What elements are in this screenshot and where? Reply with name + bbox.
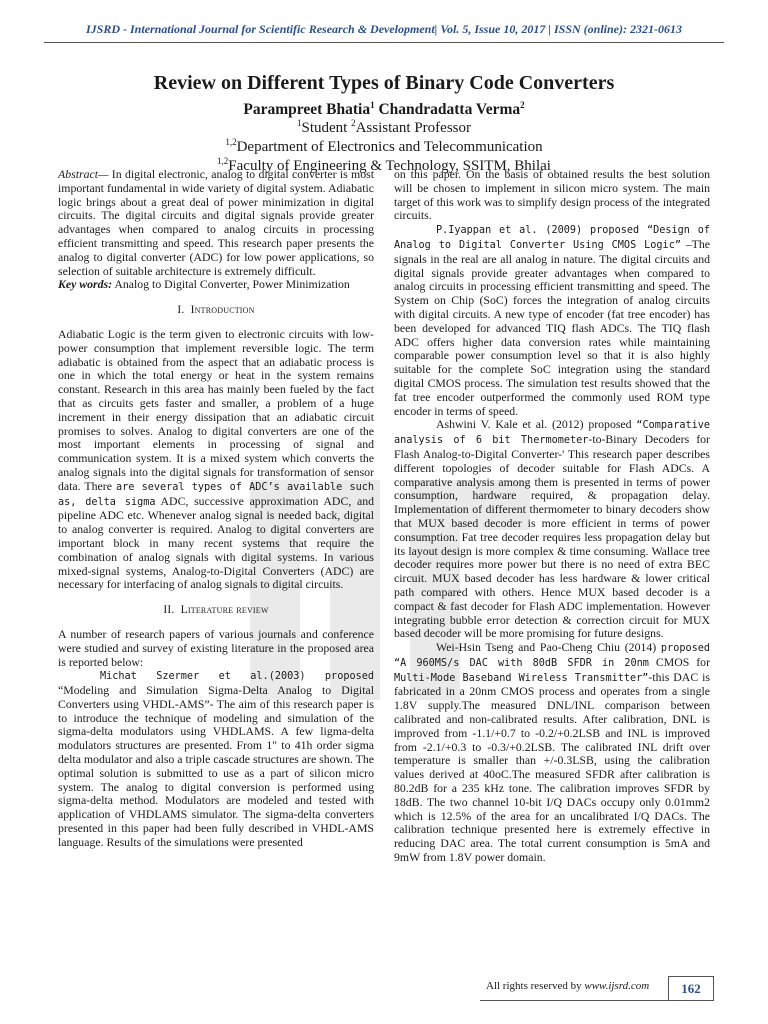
paper-title: Review on Different Types of Binary Code Converters [153, 72, 615, 94]
section-number: II. [163, 604, 175, 617]
author-sup: 1 [370, 99, 375, 110]
entry-head: Wei-Hsin Tseng and Pao-Cheng Chiu (2014) [436, 640, 661, 655]
roles-line [40, 119, 728, 138]
author-name: Parampreet Bhatia [243, 101, 371, 118]
section-initial: L [180, 604, 188, 617]
entry-mono-text: proposed “A 960MS/s DAC with 80dB SFDR in 20nm [394, 643, 710, 669]
author-sup: 2 [520, 99, 525, 110]
journal-header: IJSRD - International Journal for Scientific Research & Development| Vol. 5, Issue 10, 2017 | ISSN (online): 2321-0613 [86, 22, 682, 36]
affil-sup: 1,2 [225, 137, 237, 147]
left-column [58, 168, 374, 850]
entry-text: -this DAC is fabricated in a 20nm CMOS process and operates from a single 1.8V supply.The measured DNL/INL comparison between calibrated and non-calibrated results. After calibration, DNL is improved from -1.1/+0.7 to -0.2/+0.2LSB and INL is improved from -2.1/+0.3 to -0.3/+0.2LSB. The calibrated INL drift over temperature is smaller than +/-0.3LSB, using the calibration values derived at 40oC.The measured SFDR after calibration is 80.2dB for a 235 kHz tone. The calibration improves SFDR by 18dB. The two channel 10-bit I/Q DACs occupy only 0.01mm2 which is 12.5% of the area for an uncalibrated I/Q DACs. The calibration technique presented here is extremely effective in reducing DAC area. The total current consumption is 5mA and 9mW from 1.8V power domain. [394, 669, 710, 865]
literature-entry-tseng [394, 641, 710, 865]
keywords [58, 278, 374, 292]
section-title: ntroduction [194, 304, 255, 317]
entry-text: –The signals in the real are all analog in nature. The digital circuits and digital signals provide greater advantages when compared to analog circuits in processing efficient transmitting and speed. The System on Chip (SoC) forces the integration of analog circuits with digital circuits. A new type of encoder (fat tree encoder) has been developed for advanced TIQ flash ADCs. The TIQ flash ADC offers higher data conversion rates while maintaining comparable power consumption level so that it is also highly suitable for the complete SoC integration using the standard digital CMOS process. The simulation test results showed that the fat tree encoder outperformed the commonly used ROM type encoder in terms of speed. [394, 236, 710, 418]
keywords-label: Key words: [58, 277, 113, 292]
title-block [40, 70, 728, 176]
role: Student [301, 120, 352, 136]
literature-entry-iyappan [394, 223, 710, 418]
section-initial: I [190, 304, 195, 317]
faculty: Faculty of Engineering & Technology, SSITM, Bhilai [228, 158, 551, 174]
affil-sup: 1,2 [217, 156, 229, 166]
intro-text: Adiabatic Logic is the term given to electronic circuits with low-power consumption that implement reversible logic. The term adiabatic is obtained from the aspect that an adiabatic process is one in which the total energy or heat in the system remains constant. Research in this area has mainly been fueled by the fact that as circuits gets faster and smaller, a problem of a huge increment in their energy dissipation that an adiabatic circuit promises to solves. Analog to digital converters are one of the most important elements in processing of signal and communication system. It is a mixed system which converts the analog signals into the digital signals for transformation of sensor data. There [58, 326, 374, 493]
entry-mono-text: Multi-Mode Baseband Wireless Transmitter” [394, 672, 649, 684]
entry-mid: CMOS for [648, 654, 711, 669]
entry-head: Ashwini V. Kale et al. (2012) proposed [436, 417, 637, 432]
section-heading-literature [58, 604, 374, 618]
entry-mono-text: Michat Szermer et al.(2003) proposed [100, 671, 374, 683]
abstract-label: Abstract— [58, 167, 109, 181]
continued-paragraph: on this paper. On the basis of obtained results the best solution will be chosen to implement in silicon micro system. The main target of this work was to simplify design process of the integrated circuits. [394, 167, 710, 223]
section-heading-introduction [58, 304, 374, 318]
author-name: Chandradatta Verma [374, 101, 521, 118]
literature-entry-kale [394, 418, 710, 641]
role: Assistant Professor [355, 120, 471, 136]
department-line [40, 138, 728, 157]
intro-text-tail: ADC, successive approximation ADC, and pipeline ADC etc. Whenever analog signal is needed back, digital to analog converter is required. Analog to digital converters are important block in many recent systems that require the combination of analog signals with digital systems. In various mixed-signal systems, Analog-to-Digital Converters (ADC) are necessary for interfacing of analog signals to digital circuits. [58, 493, 374, 592]
literature-entry-szermer [58, 669, 374, 849]
intro-paragraph [58, 328, 374, 592]
role-sup: 1 [296, 118, 302, 128]
header-divider [44, 42, 724, 43]
abstract-text: In digital electronic, analog to digital converter is most important fundamental in wide variety of digital system. Adiabatic logic brings about a great deal of power minimization in digital circuits. The digital circuits and digital signals provide greater advantages when compared to analog circuits in processing efficient transmitting and speed. This research paper presents the analog to digital converter (ADC) for low power applications, so selection of suitable architecture is extremely difficult. [58, 167, 374, 278]
entry-text: “Modeling and Simulation Sigma-Delta Analog to Digital Converters using VHDL-AMS”- The aim of this research paper is to introduce the technique of modeling and simulation of the sigma-delta modulators using VHDLAMS. A few ligma-delta modulators structures are presented. From 1" to 41h order sigma delta modulator and also a triple cascade structures are shown. The optimal solution is submitted to use as a part of silicon micro system. The analog to digital conversion is performed using sigma-delta method. Modulators are modeled and tested with application of VHDLAMS simulator. The sigma-delta converters presented in this paper had been fully described in VHDL-AMS language. Results of the simulations were presented [58, 683, 374, 849]
entry-mono-text: “Comparative analysis of 6 bit Thermometer [394, 420, 710, 447]
page-number: 162 [668, 976, 714, 1001]
footer-site-link[interactable]: www.ijsrd.com [584, 980, 650, 992]
abstract [58, 168, 374, 278]
section-title: iterature review [187, 604, 269, 617]
role-sup: 2 [351, 118, 356, 128]
entry-text: -to-Binary Decoders for Flash Analog-to-Digital Converter-' This research paper describes different topologies of decoder suitable for Flash ADCs. A comparative analysis among them is presented in terms of power consumption, hardware required, & propagation delay. Implementation of different thermometer to binary decoders show that MUX based decoder is more efficient in terms of power consumption. Fat tree decoder requires less propagation delay but its layout design is more complex & time consuming. Wallace tree decoder requires more power but there is no need of extra BEC circuit. MUX based decoder has less hardware & lower critical path compared with others. Hence MUX based decoder is a compact & fast decoder for Flash ADC implementation. However integrating bubble error detection & correction circuit for MUX based decoder will be more promising for future designs. [394, 432, 710, 641]
author-line [40, 100, 728, 119]
rights-text: All rights reserved by [486, 980, 585, 992]
footer [486, 980, 649, 992]
section-number: I. [177, 304, 185, 317]
keywords-text: Analog to Digital Converter, Power Minimization [112, 277, 350, 292]
department: Department of Electronics and Telecommunication [236, 139, 543, 155]
entry-mono-text: P.Iyappan et al. (2009) proposed “Design of Analog to Digital Converter Using CMOS Logic” [394, 225, 710, 251]
right-column [394, 168, 710, 865]
literature-paragraph: A number of research papers of various journals and conference were studied and survey of existing literature in the proposed area is reported below: [58, 626, 374, 669]
intro-mono-text: are several types of ADC’s available such as, delta sigma [58, 481, 374, 508]
